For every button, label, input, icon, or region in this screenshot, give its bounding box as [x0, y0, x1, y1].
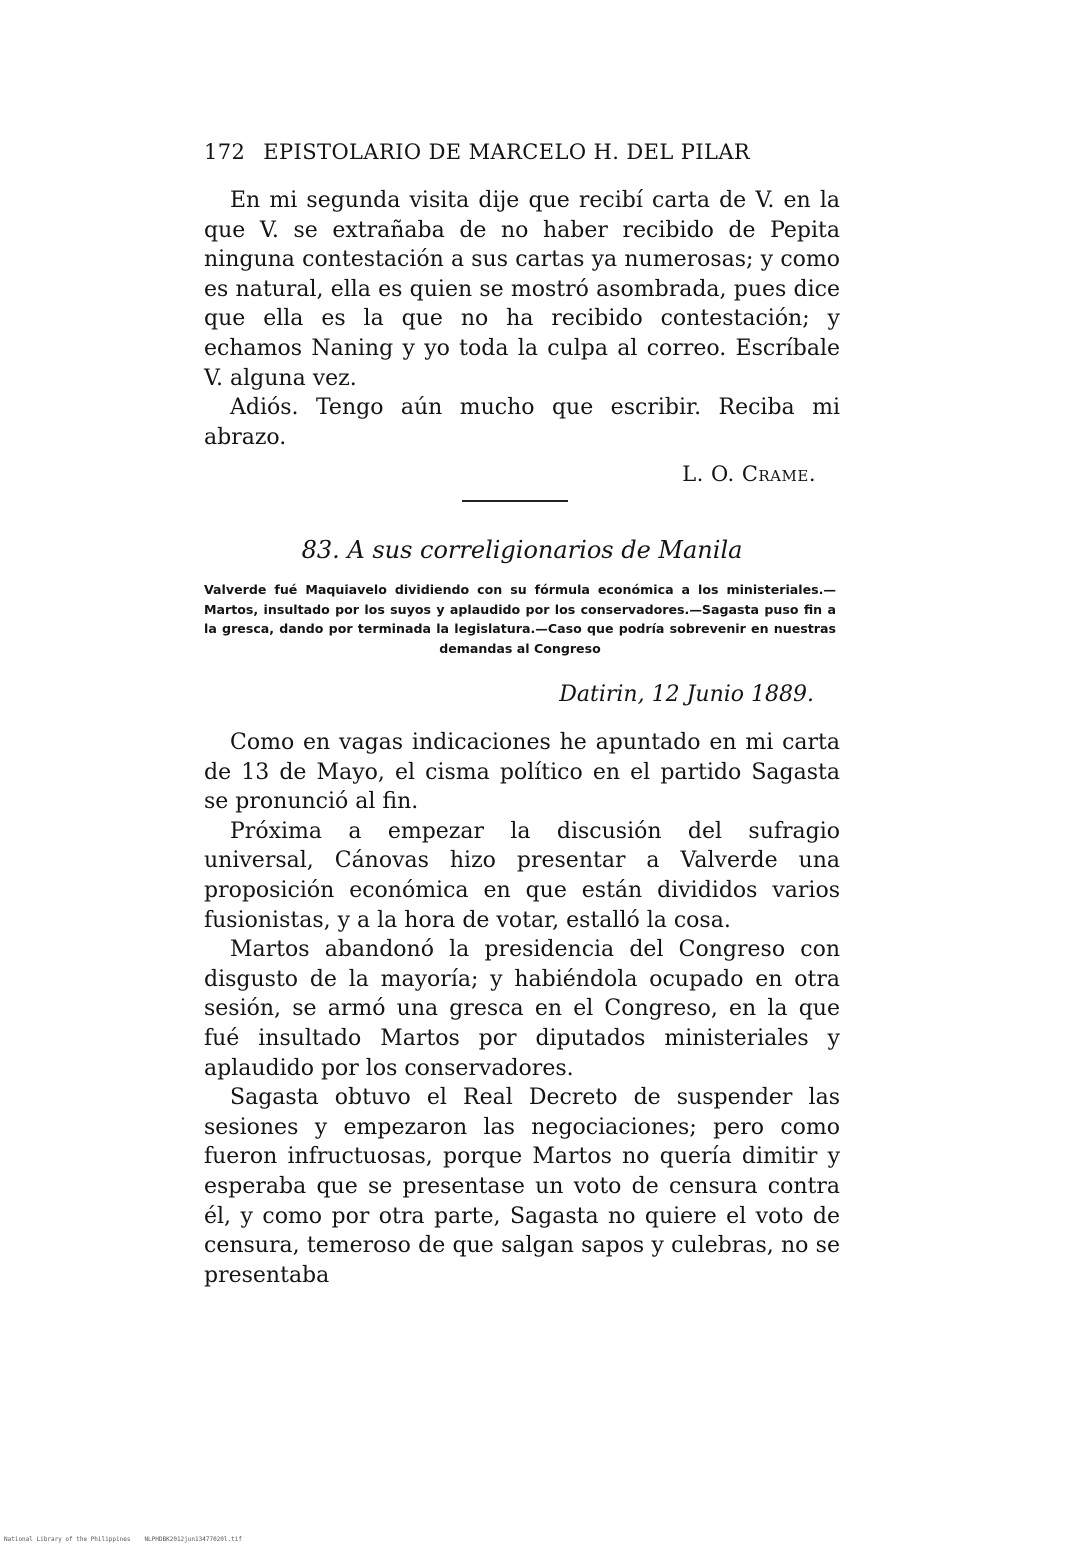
- letter-body: [204, 728, 840, 1290]
- running-title: EPISTOLARIO DE MARCELO H. DEL PILAR: [263, 140, 751, 164]
- scan-footer: [4, 1536, 256, 1543]
- section-divider: [462, 500, 568, 502]
- letter-title: 83. A sus correligionarios de Manila: [301, 536, 743, 564]
- paragraph: Como en vagas indicaciones he apuntado en mi carta de 13 de Mayo, el cisma político en el partido Sagasta se pronunció al fin.: [204, 730, 840, 815]
- paragraph: En mi segunda visita dije que recibí carta de V. en la que V. se extrañaba de no haber recibido de Pepita ninguna contestación a sus cartas ya numerosas; y como es natural, ella es quien se mostró asombrada, pues dice que ella es la que no ha recibido contestación; y echamos Naning y yo toda la culpa al correo. Escríbale V. alguna vez.: [204, 188, 840, 391]
- signature: L. O. Crame.: [682, 462, 816, 486]
- page-number: 172: [204, 140, 246, 164]
- paragraph: Sagasta obtuvo el Real Decreto de suspender las sesiones y empezaron las negociaciones; pero como fueron infructuosas, porque Martos no quería dimitir y esperaba que se presentase un voto de censura contra él, y como por otra parte, Sagasta no quiere el voto de censura, temeroso de que salgan sapos y culebras, no se presentaba: [204, 1085, 840, 1288]
- letter-summary: Valverde fué Maquiavelo dividiendo con su fórmula económica a los ministeriales.—Martos, insultado por los suyos y aplaudido por los conservadores.—Sagasta puso fin a la gresca, dando por terminada la legislatura.—Caso que podría sobrevenir en nuestras demandas al Congreso: [204, 582, 836, 656]
- paragraph: Martos abandonó la presidencia del Congreso con disgusto de la mayoría; y habiéndola ocupado en otra sesión, se armó una gresca en el Congreso, en la que fué insultado Martos por diputados ministeriales y aplaudido por los conservadores.: [204, 937, 840, 1081]
- running-header: [204, 140, 844, 164]
- paragraph: Adiós. Tengo aún mucho que escribir. Reciba mi abrazo.: [204, 395, 840, 450]
- previous-letter-body: [204, 186, 840, 452]
- file-id: NLPHDBK2012jun13477020l.tif: [144, 1536, 242, 1543]
- letter-dateline: Datirin, 12 Junio 1889.: [559, 682, 814, 707]
- paragraph: Próxima a empezar la discusión del sufragio universal, Cánovas hizo presentar a Valverde una proposición económica en que están divididos varios fusionistas, y a la hora de votar, estalló la cosa.: [204, 818, 840, 933]
- library-credit: National Library of the Philippines: [4, 1536, 131, 1543]
